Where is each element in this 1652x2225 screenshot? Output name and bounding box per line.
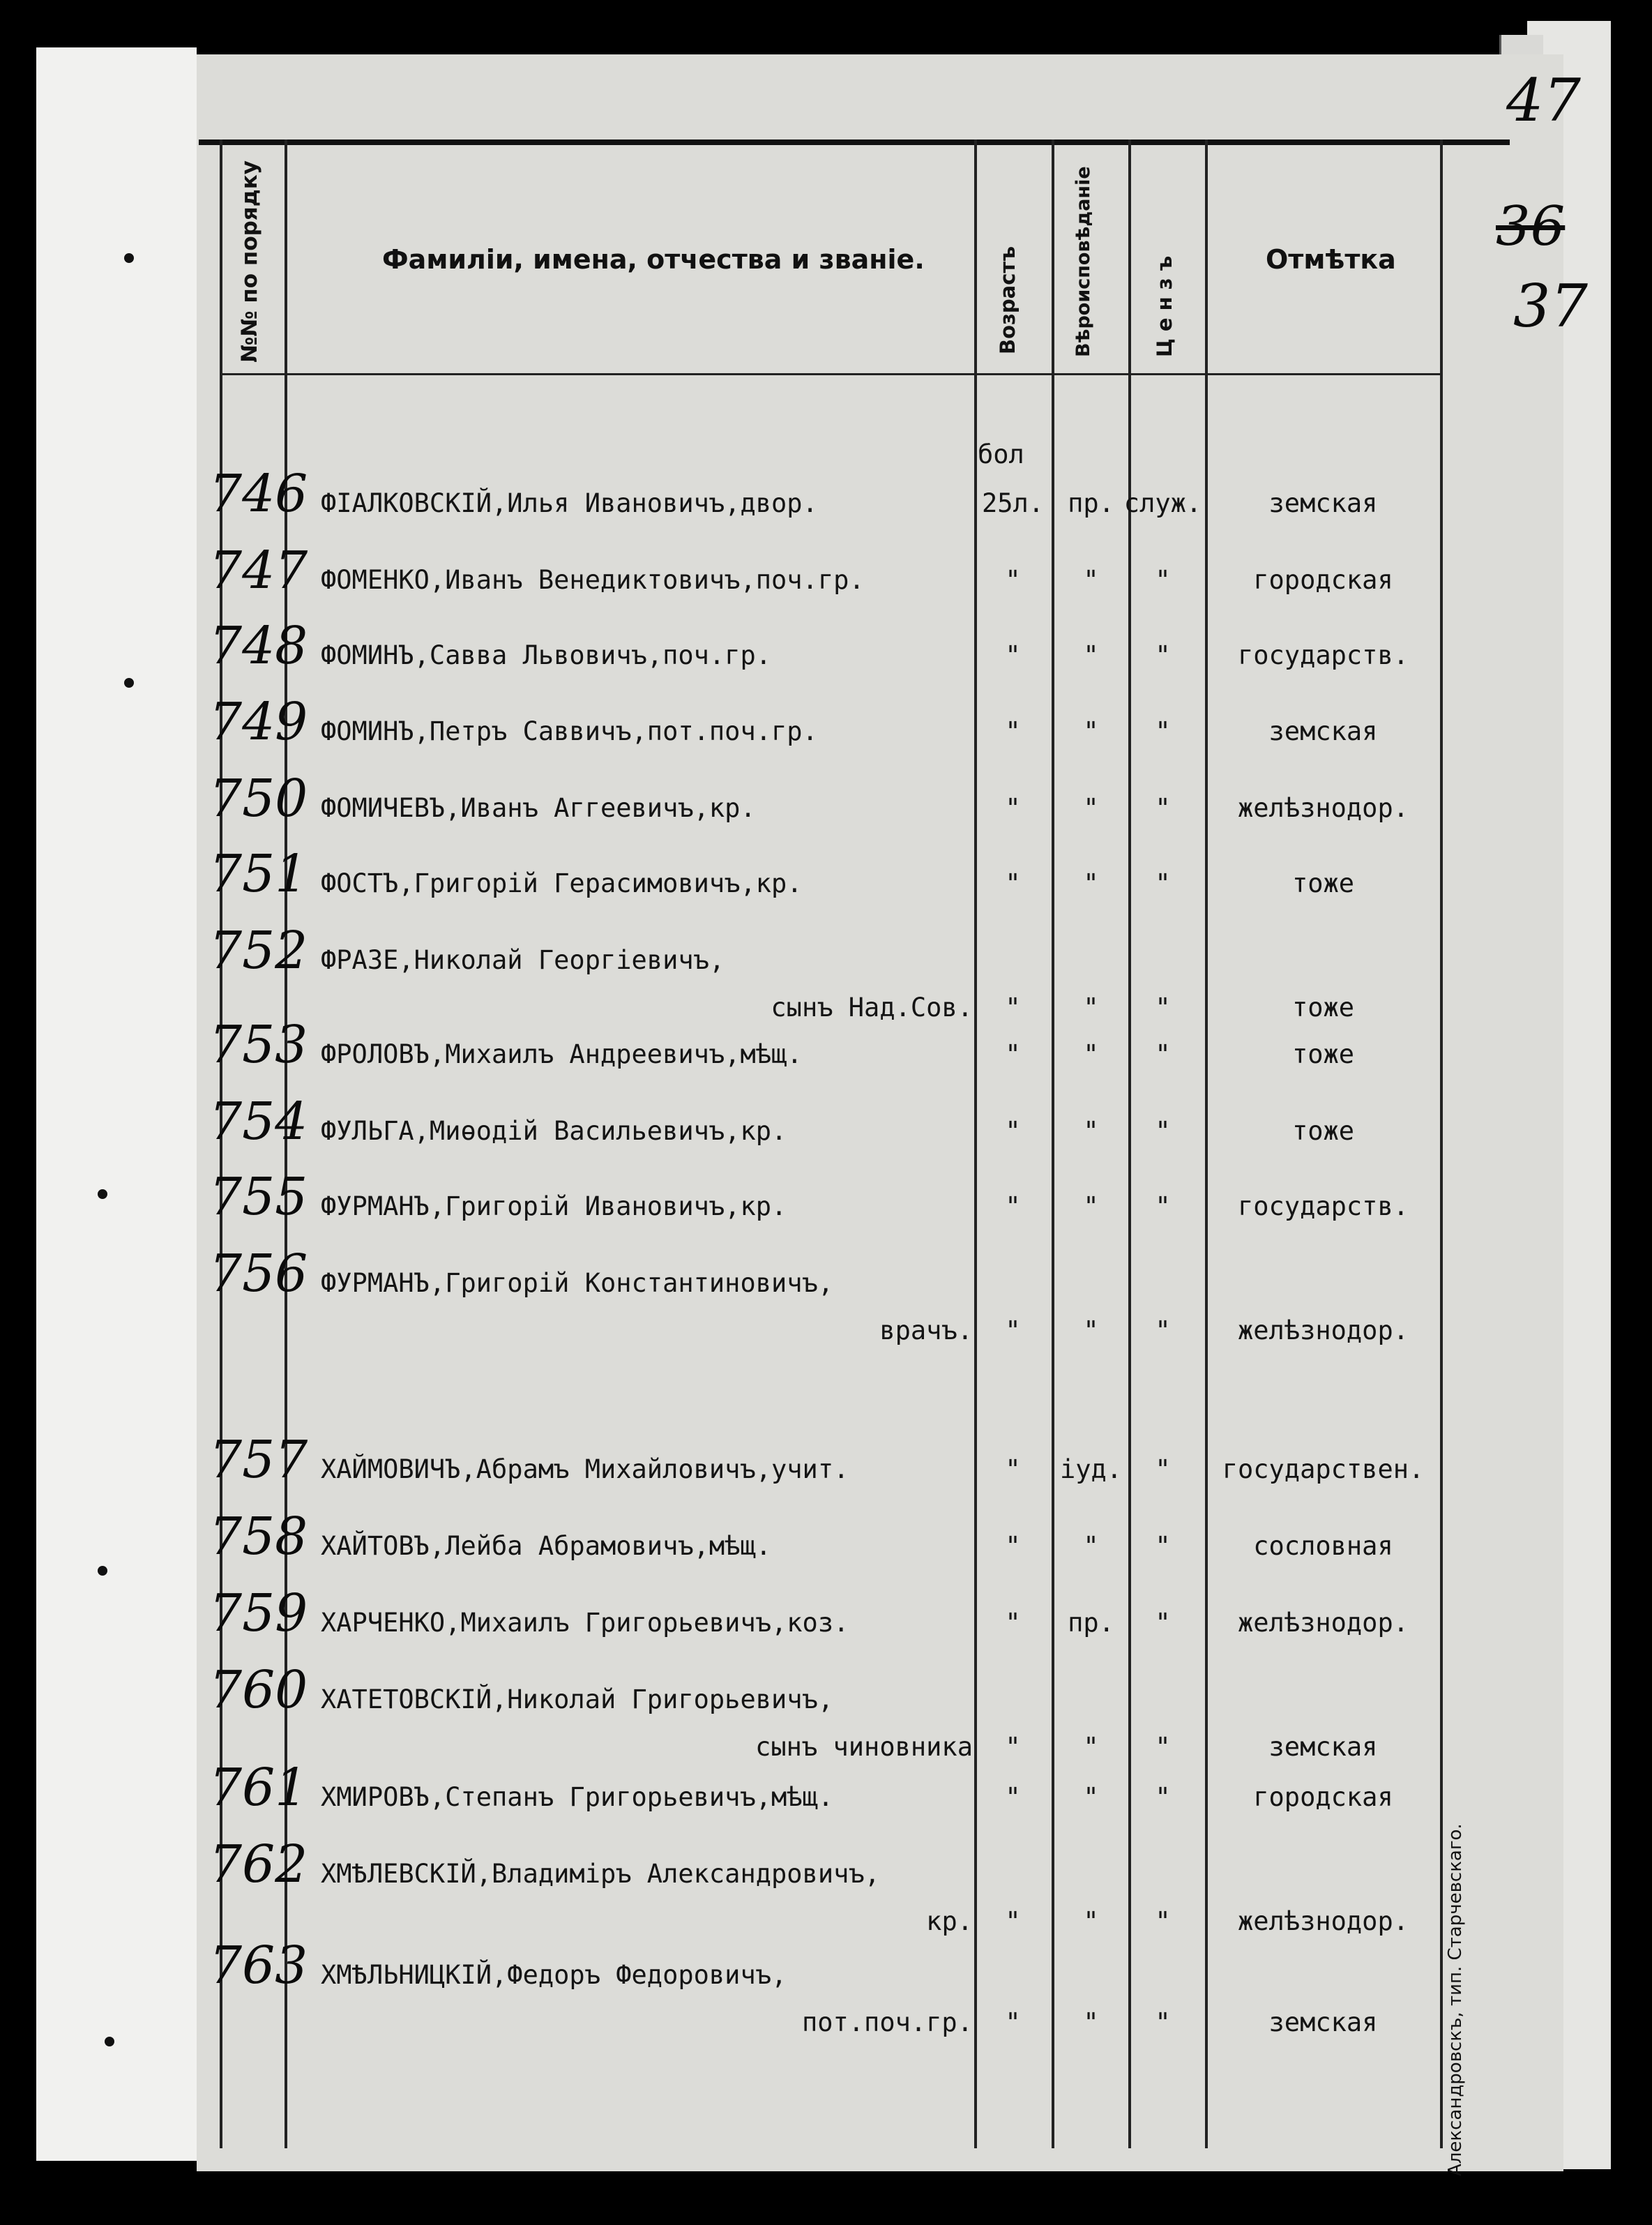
row-age: " [1005,1608,1021,1638]
row-religion: " [1083,1039,1099,1069]
header-rule [220,373,1440,375]
row-religion: " [1083,1315,1099,1345]
printer-mark: Александровскъ, тип. Старчевскаго. [1445,1823,1466,2176]
row-religion: " [1083,716,1099,746]
row-census: " [1155,1454,1171,1484]
header-row-number: №№ по порядку [237,160,262,363]
header-religion: Вѣроисповѣданiе [1073,166,1094,357]
row-name: ХАЙТОВЪ,Лейба Абрамовичъ,мѣщ. [321,1531,772,1561]
row-name: ХМИРОВЪ,Степанъ Григорьевичъ,мѣщ. [321,1782,834,1812]
row-census: " [1155,1315,1171,1345]
row-note: городская [1253,565,1393,595]
row-religion: " [1083,1191,1099,1221]
row-census: " [1155,640,1171,670]
row-number: 752 [209,921,308,981]
row-census: " [1155,1782,1171,1812]
row-name-continued: сынъ чиновника [755,1732,973,1762]
column-rule [974,139,977,2148]
row-note: земская [1268,1732,1378,1762]
binding-strip [36,47,197,2161]
row-religion: " [1083,640,1099,670]
row-note: государствен. [1222,1454,1425,1484]
row-census: служ. [1123,488,1202,518]
row-name-continued: сынъ Над.Сов. [771,993,973,1023]
row-note: государств. [1237,1191,1409,1221]
row-age: " [1005,1315,1021,1345]
binding-hole [98,1566,107,1576]
row-age: " [1005,1191,1021,1221]
table-top-rule [199,139,1510,145]
row-religion: " [1083,1782,1099,1812]
row-age: " [1005,1116,1021,1146]
row-number: 759 [209,1583,308,1643]
row-number: 751 [209,844,308,904]
page-number-bottom: 37 [1513,272,1588,340]
row-note: желѣзнодор. [1237,1608,1409,1638]
row-number: 749 [209,692,308,752]
row-number: 757 [209,1430,308,1490]
row-age: " [1005,716,1021,746]
row-note: сословная [1253,1531,1393,1561]
row-note: желѣзнодор. [1237,1906,1409,1936]
row-census: " [1155,1191,1171,1221]
row-age: " [1005,1039,1021,1069]
binding-hole [124,253,134,263]
row-religion: iуд. [1059,1454,1123,1484]
row-census: " [1155,716,1171,746]
row-census: " [1155,2007,1171,2037]
row-census: " [1155,868,1171,898]
row-age: " [1005,1454,1021,1484]
row-note: земская [1268,2007,1378,2037]
row-note: тоже [1291,1039,1355,1069]
row-religion: " [1083,1116,1099,1146]
row-census: " [1155,1608,1171,1638]
binding-hole [98,1189,107,1199]
row-note: земская [1268,488,1378,518]
row-note: тоже [1291,1116,1355,1146]
row-age: " [1005,793,1021,823]
row-note: тоже [1291,993,1355,1023]
binding-hole [105,2037,114,2046]
row-number: 758 [209,1507,308,1567]
row-note: государств. [1237,640,1409,670]
row-census: " [1155,993,1171,1023]
row-age: " [1005,640,1021,670]
row-note: тоже [1291,868,1355,898]
row-age: " [1005,2007,1021,2037]
row-number: 763 [209,1936,308,1996]
ledger-page [197,54,1566,2171]
header-census: Цензъ [1153,248,1176,357]
row-census: " [1155,1906,1171,1936]
row-number: 748 [209,616,308,676]
row-census: " [1155,1732,1171,1762]
row-age: " [1005,993,1021,1023]
row-name: ХМѢЛЕВСКIЙ,Владимiръ Александровичъ, [321,1859,880,1889]
row-religion: " [1083,868,1099,898]
header-age: Возрастъ [996,246,1020,354]
row-religion: пр. [1068,488,1114,518]
row-name: ХАРЧЕНКО,Михаилъ Григорьевичъ,коз. [321,1608,849,1638]
row-census: " [1155,1116,1171,1146]
column-rule [1205,139,1208,2148]
row-note: желѣзнодор. [1237,1315,1409,1345]
header-note: Отмѣтка [1266,244,1396,275]
row-number: 746 [209,464,308,524]
row-name: ФУРМАНЪ,Григорiй Ивановичъ,кр. [321,1191,787,1221]
age-prefix: бол [978,439,1024,469]
column-rule [1440,139,1443,2148]
row-age: " [1005,565,1021,595]
row-age: " [1005,1531,1021,1561]
row-name-continued: кр. [926,1906,973,1936]
row-religion: " [1083,1732,1099,1762]
row-name: ХМѢЛЬНИЦКIЙ,Федоръ Федоровичъ, [321,1960,787,1990]
row-name: ФРАЗЕ,Николай Георгiевичъ, [321,945,725,975]
row-number: 753 [209,1015,308,1075]
row-number: 750 [209,769,308,829]
row-name: ФОМИЧЕВЪ,Иванъ Аггеевичъ,кр. [321,793,756,823]
row-religion: " [1083,793,1099,823]
row-age: " [1005,1906,1021,1936]
row-number: 756 [209,1244,308,1304]
row-name: ХАЙМОВИЧЪ,Абрамъ Михайловичъ,учит. [321,1454,849,1484]
row-census: " [1155,793,1171,823]
row-religion: " [1083,993,1099,1023]
row-name-continued: пот.поч.гр. [801,2007,973,2037]
row-number: 761 [209,1758,308,1818]
row-name: ХАТЕТОВСКIЙ,Николай Григорьевичъ, [321,1684,834,1714]
row-census: " [1155,1531,1171,1561]
row-number: 762 [209,1834,308,1894]
row-religion: пр. [1068,1608,1114,1638]
row-note: земская [1268,716,1378,746]
row-name: ФIАЛКОВСКIЙ,Илья Ивановичъ,двор. [321,488,818,518]
row-note: желѣзнодор. [1237,793,1409,823]
row-number: 755 [209,1167,308,1227]
row-name: ФУРМАНЪ,Григорiй Константиновичъ, [321,1268,834,1298]
row-name: ФОМЕНКО,Иванъ Венедиктовичъ,поч.гр. [321,565,865,595]
page-number-middle: 36 [1496,195,1566,258]
row-age: 25л. [981,488,1045,518]
row-census: " [1155,565,1171,595]
row-note: городская [1253,1782,1393,1812]
row-name: ФОСТЪ,Григорiй Герасимовичъ,кр. [321,868,803,898]
row-number: 760 [209,1660,308,1720]
row-religion: " [1083,2007,1099,2037]
row-religion: " [1083,1906,1099,1936]
row-census: " [1155,1039,1171,1069]
row-number: 754 [209,1092,308,1152]
row-age: " [1005,1732,1021,1762]
page-number-top: 47 [1506,66,1581,135]
row-name: ФУЛЬГА,Миѳодiй Васильевичъ,кр. [321,1116,787,1146]
row-number: 747 [209,541,308,601]
row-name: ФОМИНЪ,Савва Львовичъ,поч.гр. [321,640,772,670]
row-religion: " [1083,1531,1099,1561]
row-name: ФРОЛОВЪ,Михаилъ Андреевичъ,мѣщ. [321,1039,803,1069]
row-age: " [1005,868,1021,898]
row-age: " [1005,1782,1021,1812]
row-religion: " [1083,565,1099,595]
header-name: Фамилiи, имена, отчества и званiе. [382,244,925,275]
binding-hole [124,678,134,688]
row-name: ФОМИНЪ,Петръ Саввичъ,пот.поч.гр. [321,716,818,746]
row-name-continued: врачъ. [879,1315,973,1345]
